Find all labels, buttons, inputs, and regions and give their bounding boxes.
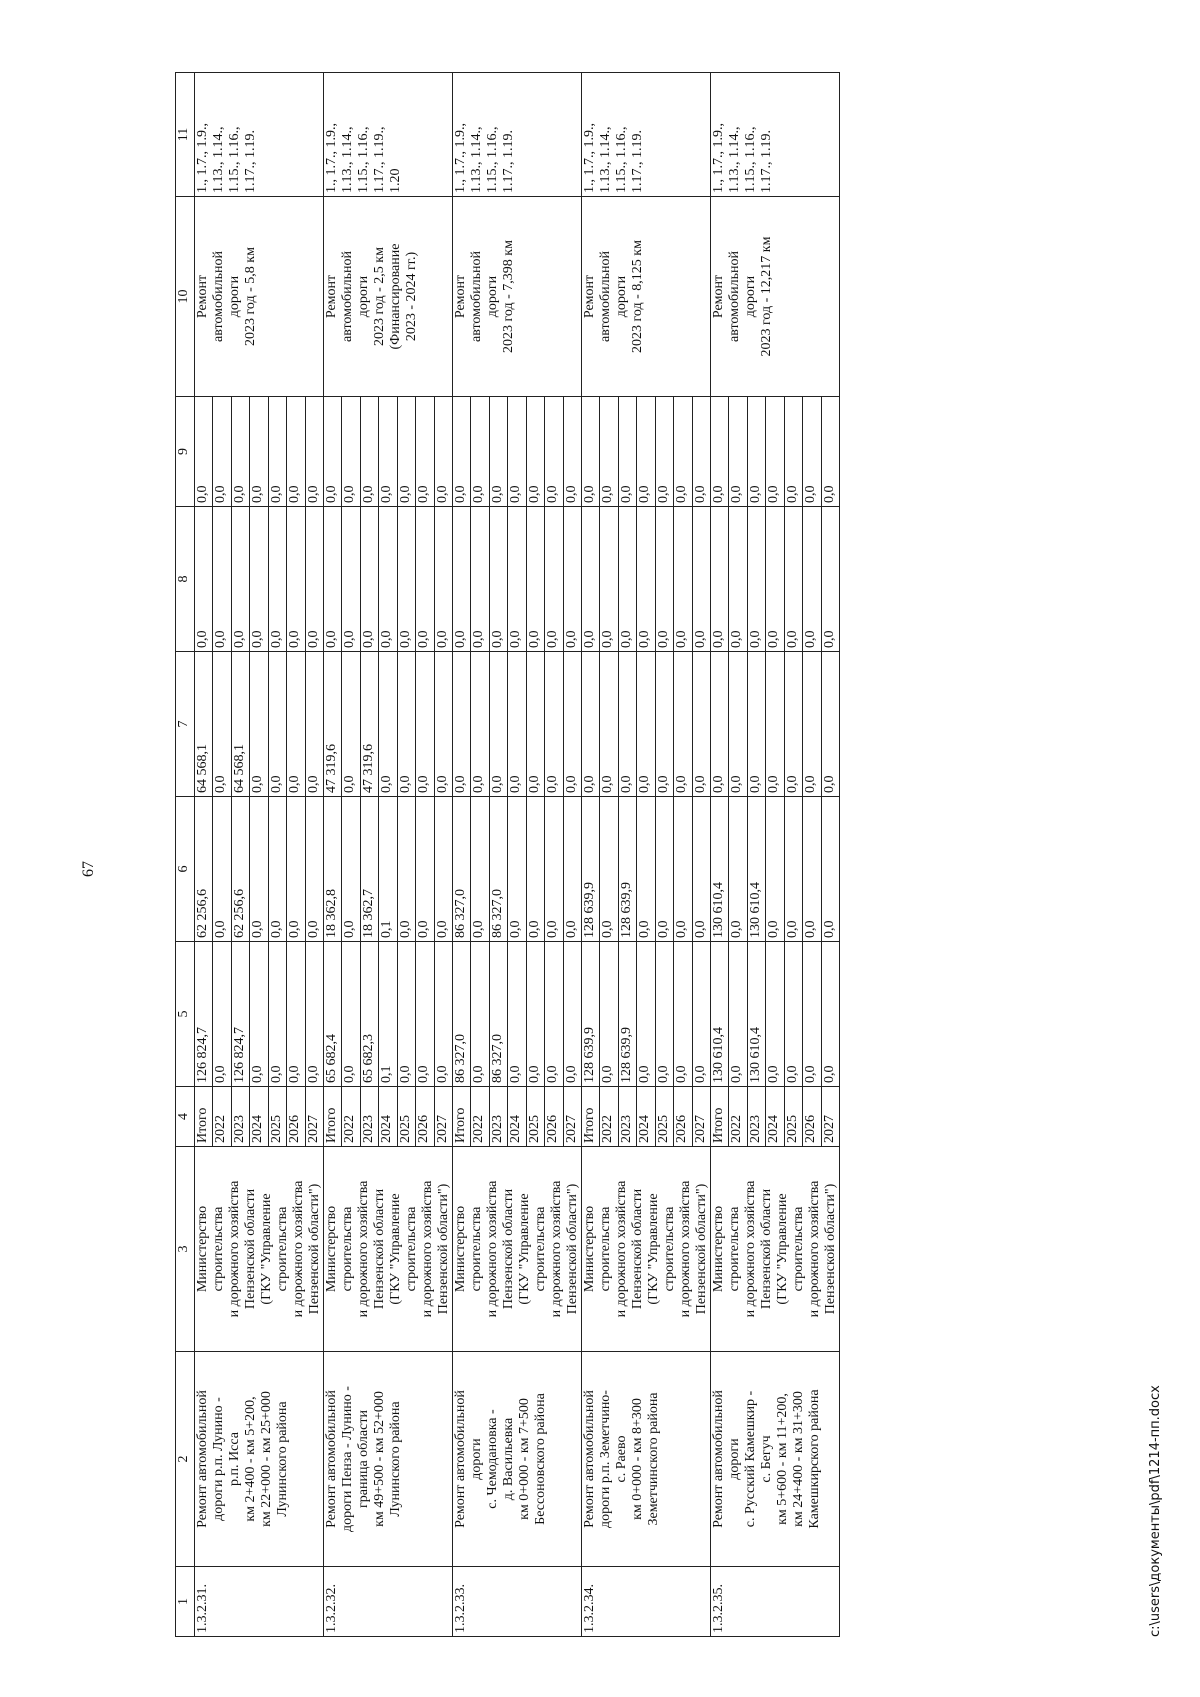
value-col-7: 0,0 — [489, 652, 507, 797]
value-total: 0,0 — [305, 942, 323, 1087]
year-cell: 2027 — [434, 1087, 452, 1147]
value-col-8: 0,0 — [453, 507, 471, 652]
value-col-6: 0,0 — [600, 797, 618, 942]
value-col-8: 0,0 — [231, 507, 249, 652]
value-col-8: 0,0 — [416, 507, 434, 652]
value-col-9: 0,0 — [195, 397, 213, 507]
responsible-executor: Министерство строительства и дорожного хозяйства Пензенской области (ГКУ "Управление строительства и дорожного хозяйства Пензенской области") — [711, 1147, 840, 1352]
value-total: 0,0 — [268, 942, 286, 1087]
value-col-9: 0,0 — [434, 397, 452, 507]
value-total: 0,0 — [692, 942, 710, 1087]
header-cell: 5 — [176, 942, 195, 1087]
value-total: 0,0 — [508, 942, 526, 1087]
year-cell: 2024 — [637, 1087, 655, 1147]
year-cell: 2023 — [360, 1087, 378, 1147]
value-col-9: 0,0 — [600, 397, 618, 507]
activity-number: 1.3.2.32. — [324, 1567, 453, 1637]
value-col-6: 18 362,8 — [324, 797, 342, 942]
value-col-7: 0,0 — [287, 652, 305, 797]
value-total: 65 682,3 — [360, 942, 378, 1087]
value-col-9: 0,0 — [582, 397, 600, 507]
header-cell: 2 — [176, 1352, 195, 1567]
value-col-8: 0,0 — [342, 507, 360, 652]
year-cell: 2023 — [747, 1087, 765, 1147]
value-total: 0,0 — [434, 942, 452, 1087]
value-col-8: 0,0 — [213, 507, 231, 652]
activity-number: 1.3.2.35. — [711, 1567, 840, 1637]
value-col-9: 0,0 — [803, 397, 821, 507]
value-col-7: 0,0 — [821, 652, 839, 797]
value-col-9: 0,0 — [379, 397, 397, 507]
year-cell: 2025 — [526, 1087, 544, 1147]
year-cell: 2022 — [729, 1087, 747, 1147]
activity-name: Ремонт автомобильной дороги с. Чемодановка - д. Васильевка км 0+000 - км 7+500 Бессоновского района — [453, 1352, 582, 1567]
value-col-7: 0,0 — [803, 652, 821, 797]
value-col-7: 0,0 — [268, 652, 286, 797]
value-col-8: 0,0 — [195, 507, 213, 652]
year-cell: 2022 — [213, 1087, 231, 1147]
value-col-8: 0,0 — [600, 507, 618, 652]
year-cell: 2023 — [231, 1087, 249, 1147]
value-col-9: 0,0 — [489, 397, 507, 507]
responsible-executor: Министерство строительства и дорожного хозяйства Пензенской области (ГКУ "Управление строительства и дорожного хозяйства Пензенской области") — [453, 1147, 582, 1352]
value-col-8: 0,0 — [563, 507, 581, 652]
value-col-6: 0,0 — [692, 797, 710, 942]
value-col-6: 0,0 — [563, 797, 581, 942]
value-col-7: 64 568,1 — [195, 652, 213, 797]
value-total: 0,0 — [563, 942, 581, 1087]
header-cell: 6 — [176, 797, 195, 942]
value-col-8: 0,0 — [582, 507, 600, 652]
value-col-6: 0,0 — [213, 797, 231, 942]
value-col-7: 0,0 — [305, 652, 323, 797]
responsible-executor: Министерство строительства и дорожного хозяйства Пензенской области (ГКУ "Управление строительства и дорожного хозяйства Пензенской области") — [195, 1147, 324, 1352]
value-col-9: 0,0 — [471, 397, 489, 507]
value-col-6: 62 256,6 — [195, 797, 213, 942]
value-col-6: 0,0 — [268, 797, 286, 942]
value-col-7: 0,0 — [508, 652, 526, 797]
value-col-6: 62 256,6 — [231, 797, 249, 942]
value-col-6: 0,0 — [803, 797, 821, 942]
value-total: 0,0 — [766, 942, 784, 1087]
year-cell: 2027 — [692, 1087, 710, 1147]
value-col-7: 0,0 — [582, 652, 600, 797]
expected-result: Ремонт автомобильной дороги 2023 год - 7,398 км — [453, 197, 582, 397]
value-col-9: 0,0 — [637, 397, 655, 507]
value-total: 0,0 — [674, 942, 692, 1087]
year-cell: Итого — [711, 1087, 729, 1147]
year-cell: 2026 — [545, 1087, 563, 1147]
table-row — [711, 73, 729, 1637]
value-total: 0,1 — [379, 942, 397, 1087]
value-col-9: 0,0 — [784, 397, 802, 507]
value-col-7: 0,0 — [434, 652, 452, 797]
value-col-9: 0,0 — [655, 397, 673, 507]
indicator-refs: 1., 1.7., 1.9., 1.13., 1.14., 1.15., 1.16., 1.17., 1.19. — [711, 73, 840, 197]
value-col-9: 0,0 — [821, 397, 839, 507]
value-col-9: 0,0 — [250, 397, 268, 507]
year-cell: 2023 — [489, 1087, 507, 1147]
value-col-8: 0,0 — [287, 507, 305, 652]
value-col-7: 0,0 — [637, 652, 655, 797]
value-col-6: 0,0 — [655, 797, 673, 942]
header-cell: 3 — [176, 1147, 195, 1352]
value-col-7: 0,0 — [692, 652, 710, 797]
year-cell: 2024 — [508, 1087, 526, 1147]
value-total: 0,0 — [803, 942, 821, 1087]
indicator-refs: 1., 1.7., 1.9., 1.13., 1.14., 1.15., 1.16., 1.17., 1.19. — [582, 73, 711, 197]
value-col-7: 0,0 — [545, 652, 563, 797]
header-cell: 1 — [176, 1567, 195, 1637]
value-col-8: 0,0 — [729, 507, 747, 652]
value-col-8: 0,0 — [821, 507, 839, 652]
value-col-7: 0,0 — [784, 652, 802, 797]
value-col-9: 0,0 — [526, 397, 544, 507]
value-total: 0,0 — [287, 942, 305, 1087]
value-col-7: 0,0 — [250, 652, 268, 797]
value-col-8: 0,0 — [637, 507, 655, 652]
value-col-6: 130 610,4 — [711, 797, 729, 942]
year-cell: 2026 — [674, 1087, 692, 1147]
value-col-9: 0,0 — [545, 397, 563, 507]
activity-name: Ремонт автомобильной дороги р.п. Земетчино- с. Раево км 0+000 - км 8+300 Земетчинского района — [582, 1352, 711, 1567]
value-col-9: 0,0 — [508, 397, 526, 507]
activity-number: 1.3.2.33. — [453, 1567, 582, 1637]
table-row — [453, 73, 471, 1637]
value-col-6: 0,0 — [342, 797, 360, 942]
value-col-9: 0,0 — [747, 397, 765, 507]
value-col-6: 0,0 — [397, 797, 415, 942]
value-col-6: 0,0 — [250, 797, 268, 942]
value-col-8: 0,0 — [692, 507, 710, 652]
value-total: 130 610,4 — [747, 942, 765, 1087]
header-cell: 9 — [176, 397, 195, 507]
value-col-8: 0,0 — [268, 507, 286, 652]
value-col-7: 0,0 — [471, 652, 489, 797]
value-col-9: 0,0 — [324, 397, 342, 507]
expected-result: Ремонт автомобильной дороги 2023 год - 12,217 км — [711, 197, 840, 397]
value-col-8: 0,0 — [711, 507, 729, 652]
value-col-9: 0,0 — [287, 397, 305, 507]
value-col-6: 86 327,0 — [489, 797, 507, 942]
year-cell: 2025 — [268, 1087, 286, 1147]
value-col-9: 0,0 — [618, 397, 636, 507]
value-total: 126 824,7 — [195, 942, 213, 1087]
year-cell: 2027 — [305, 1087, 323, 1147]
value-col-6: 0,0 — [637, 797, 655, 942]
value-col-7: 47 319,6 — [360, 652, 378, 797]
value-col-8: 0,0 — [674, 507, 692, 652]
value-col-6: 0,0 — [305, 797, 323, 942]
value-col-9: 0,0 — [360, 397, 378, 507]
table-row — [582, 73, 600, 1637]
value-col-6: 18 362,7 — [360, 797, 378, 942]
value-col-7: 0,0 — [526, 652, 544, 797]
value-col-6: 0,0 — [471, 797, 489, 942]
value-col-6: 0,0 — [526, 797, 544, 942]
value-col-7: 0,0 — [618, 652, 636, 797]
value-col-8: 0,0 — [803, 507, 821, 652]
value-col-8: 0,0 — [324, 507, 342, 652]
activity-name: Ремонт автомобильной дороги р.п. Лунино - р.п. Исса км 2+400 - км 5+200, км 22+000 - км 25+000 Лунинского района — [195, 1352, 324, 1567]
value-col-8: 0,0 — [784, 507, 802, 652]
value-col-6: 0,0 — [508, 797, 526, 942]
value-total: 126 824,7 — [231, 942, 249, 1087]
value-total: 0,0 — [250, 942, 268, 1087]
value-col-6: 128 639,9 — [618, 797, 636, 942]
value-col-8: 0,0 — [489, 507, 507, 652]
year-cell: 2023 — [618, 1087, 636, 1147]
year-cell: 2024 — [379, 1087, 397, 1147]
header-cell: 11 — [176, 73, 195, 197]
year-cell: 2025 — [784, 1087, 802, 1147]
value-col-6: 0,0 — [434, 797, 452, 942]
year-cell: 2025 — [397, 1087, 415, 1147]
value-col-8: 0,0 — [526, 507, 544, 652]
value-col-8: 0,0 — [508, 507, 526, 652]
value-col-9: 0,0 — [729, 397, 747, 507]
value-col-7: 47 319,6 — [324, 652, 342, 797]
indicator-refs: 1., 1.7., 1.9., 1.13., 1.14., 1.15., 1.16., 1.17., 1.19. — [195, 73, 324, 197]
value-total: 0,0 — [213, 942, 231, 1087]
value-total: 86 327,0 — [453, 942, 471, 1087]
value-col-6: 0,0 — [766, 797, 784, 942]
value-col-6: 128 639,9 — [582, 797, 600, 942]
year-cell: Итого — [582, 1087, 600, 1147]
year-cell: 2026 — [803, 1087, 821, 1147]
year-cell: Итого — [453, 1087, 471, 1147]
responsible-executor: Министерство строительства и дорожного хозяйства Пензенской области (ГКУ "Управление строительства и дорожного хозяйства Пензенской области") — [582, 1147, 711, 1352]
value-total: 65 682,4 — [324, 942, 342, 1087]
year-cell: 2024 — [766, 1087, 784, 1147]
value-col-9: 0,0 — [453, 397, 471, 507]
activity-name: Ремонт автомобильной дороги с. Русский Камешкир - с. Бегуч км 5+600 - км 11+200, км 24+400 - км 31+300 Камешкирского района — [711, 1352, 840, 1567]
value-total: 128 639,9 — [618, 942, 636, 1087]
value-col-8: 0,0 — [305, 507, 323, 652]
value-total: 0,0 — [471, 942, 489, 1087]
value-col-7: 0,0 — [379, 652, 397, 797]
year-cell: 2026 — [416, 1087, 434, 1147]
value-col-8: 0,0 — [545, 507, 563, 652]
value-col-9: 0,0 — [342, 397, 360, 507]
value-total: 0,0 — [655, 942, 673, 1087]
table-row — [195, 73, 213, 1637]
value-col-9: 0,0 — [268, 397, 286, 507]
expected-result: Ремонт автомобильной дороги 2023 год - 5,8 км — [195, 197, 324, 397]
value-col-9: 0,0 — [416, 397, 434, 507]
value-col-6: 130 610,4 — [747, 797, 765, 942]
value-total: 130 610,4 — [711, 942, 729, 1087]
value-col-7: 0,0 — [674, 652, 692, 797]
expected-result: Ремонт автомобильной дороги 2023 год - 8,125 км — [582, 197, 711, 397]
value-col-8: 0,0 — [747, 507, 765, 652]
value-total: 0,0 — [526, 942, 544, 1087]
header-row — [176, 73, 195, 1637]
value-col-7: 0,0 — [729, 652, 747, 797]
value-total: 0,0 — [397, 942, 415, 1087]
year-cell: 2026 — [287, 1087, 305, 1147]
value-col-8: 0,0 — [360, 507, 378, 652]
value-total: 0,0 — [821, 942, 839, 1087]
value-col-7: 0,0 — [766, 652, 784, 797]
value-total: 0,0 — [342, 942, 360, 1087]
value-col-9: 0,0 — [231, 397, 249, 507]
value-col-9: 0,0 — [674, 397, 692, 507]
value-col-6: 0,0 — [674, 797, 692, 942]
value-total: 86 327,0 — [489, 942, 507, 1087]
year-cell: 2022 — [342, 1087, 360, 1147]
value-total: 0,0 — [729, 942, 747, 1087]
value-col-8: 0,0 — [379, 507, 397, 652]
value-col-8: 0,0 — [471, 507, 489, 652]
value-col-7: 0,0 — [563, 652, 581, 797]
header-cell: 4 — [176, 1087, 195, 1147]
year-cell: 2022 — [600, 1087, 618, 1147]
value-col-7: 0,0 — [655, 652, 673, 797]
responsible-executor: Министерство строительства и дорожного хозяйства Пензенской области (ГКУ "Управление строительства и дорожного хозяйства Пензенской области") — [324, 1147, 453, 1352]
indicator-refs: 1., 1.7., 1.9., 1.13., 1.14., 1.15., 1.16., 1.17., 1.19., 1.20 — [324, 73, 453, 197]
value-col-8: 0,0 — [250, 507, 268, 652]
value-col-9: 0,0 — [711, 397, 729, 507]
value-col-7: 0,0 — [747, 652, 765, 797]
value-col-7: 0,0 — [416, 652, 434, 797]
activity-number: 1.3.2.31. — [195, 1567, 324, 1637]
value-col-6: 0,0 — [821, 797, 839, 942]
value-col-8: 0,0 — [618, 507, 636, 652]
year-cell: Итого — [195, 1087, 213, 1147]
header-cell: 8 — [176, 507, 195, 652]
table-body — [195, 73, 840, 1637]
value-col-6: 0,0 — [784, 797, 802, 942]
value-col-8: 0,0 — [655, 507, 673, 652]
value-col-8: 0,0 — [397, 507, 415, 652]
table-row — [324, 73, 342, 1637]
value-total: 0,0 — [784, 942, 802, 1087]
value-total: 0,0 — [545, 942, 563, 1087]
year-cell: 2025 — [655, 1087, 673, 1147]
value-col-7: 0,0 — [397, 652, 415, 797]
value-col-9: 0,0 — [692, 397, 710, 507]
year-cell: Итого — [324, 1087, 342, 1147]
value-col-9: 0,0 — [305, 397, 323, 507]
value-col-7: 0,0 — [213, 652, 231, 797]
value-col-7: 0,0 — [453, 652, 471, 797]
value-col-6: 0,0 — [287, 797, 305, 942]
value-col-6: 0,0 — [416, 797, 434, 942]
program-activities-table — [175, 72, 840, 1637]
year-cell: 2022 — [471, 1087, 489, 1147]
header-cell: 10 — [176, 197, 195, 397]
value-col-7: 0,0 — [600, 652, 618, 797]
year-cell: 2027 — [821, 1087, 839, 1147]
value-col-6: 0,0 — [729, 797, 747, 942]
value-col-8: 0,0 — [434, 507, 452, 652]
activity-name: Ремонт автомобильной дороги Пенза - Лунино - граница области км 49+500 - км 52+000 Лунинского района — [324, 1352, 453, 1567]
value-col-9: 0,0 — [766, 397, 784, 507]
value-col-6: 86 327,0 — [453, 797, 471, 942]
value-total: 0,0 — [600, 942, 618, 1087]
value-col-9: 0,0 — [563, 397, 581, 507]
value-col-7: 0,0 — [342, 652, 360, 797]
value-col-8: 0,0 — [766, 507, 784, 652]
indicator-refs: 1., 1.7., 1.9., 1.13., 1.14., 1.15., 1.16., 1.17., 1.19. — [453, 73, 582, 197]
value-col-7: 64 568,1 — [231, 652, 249, 797]
header-cell: 7 — [176, 652, 195, 797]
value-col-9: 0,0 — [213, 397, 231, 507]
footer-file-path: c:\users\документы\pdf\1214-пп.docx — [1148, 1385, 1163, 1637]
value-total: 0,0 — [416, 942, 434, 1087]
value-col-6: 0,0 — [545, 797, 563, 942]
value-total: 128 639,9 — [582, 942, 600, 1087]
year-cell: 2024 — [250, 1087, 268, 1147]
value-col-9: 0,0 — [397, 397, 415, 507]
value-col-7: 0,0 — [711, 652, 729, 797]
activity-number: 1.3.2.34. — [582, 1567, 711, 1637]
expected-result: Ремонт автомобильной дороги 2023 год - 2,5 км (Финансирование 2023 - 2024 гг.) — [324, 197, 453, 397]
year-cell: 2027 — [563, 1087, 581, 1147]
value-col-6: 0,1 — [379, 797, 397, 942]
page-number: 67 — [80, 861, 97, 877]
value-total: 0,0 — [637, 942, 655, 1087]
